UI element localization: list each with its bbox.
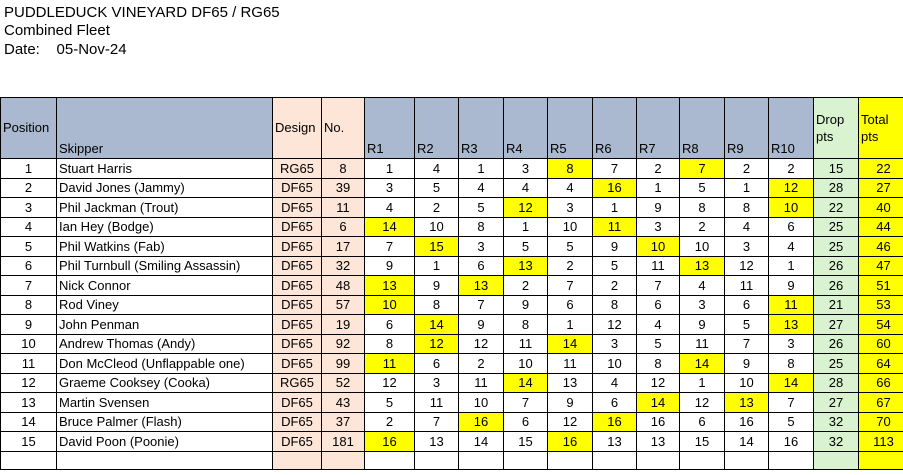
table-row [1, 295, 903, 315]
race-r1-cell: 8 [365, 334, 415, 354]
col-skipper: Skipper [57, 98, 273, 159]
race-r5-cell: 5 [548, 237, 593, 257]
table-row [1, 217, 903, 237]
sail-number-cell: 8 [322, 159, 365, 179]
skipper-cell: Phil Jackman (Trout) [57, 198, 273, 218]
total-pts-cell: 67 [859, 393, 903, 413]
design-cell: RG65 [273, 373, 322, 393]
empty-cell [593, 451, 637, 469]
race-r7-cell: 14 [637, 393, 680, 413]
race-r8-cell: 4 [680, 276, 725, 296]
col-no: No. [322, 98, 365, 159]
drop-pts-cell: 28 [814, 178, 859, 198]
drop-pts-cell: 27 [814, 393, 859, 413]
results-body [1, 159, 903, 470]
race-r7-cell: 12 [637, 373, 680, 393]
sail-number-cell: 19 [322, 315, 365, 335]
race-r2-cell: 7 [415, 412, 459, 432]
empty-cell [725, 451, 769, 469]
drop-pts-cell: 25 [814, 217, 859, 237]
position-cell: 15 [1, 432, 57, 452]
race-r9-cell: 8 [725, 198, 769, 218]
race-r10-cell: 11 [769, 295, 814, 315]
race-r3-cell: 13 [459, 276, 504, 296]
race-r9-cell: 3 [725, 237, 769, 257]
race-r1-cell: 3 [365, 178, 415, 198]
results-table [0, 97, 903, 470]
race-r5-cell: 8 [548, 159, 593, 179]
race-r10-cell: 7 [769, 393, 814, 413]
race-r10-cell: 13 [769, 315, 814, 335]
empty-cell [365, 451, 415, 469]
position-cell: 6 [1, 256, 57, 276]
race-r8-cell: 3 [680, 295, 725, 315]
race-r7-cell: 9 [637, 198, 680, 218]
empty-cell [415, 451, 459, 469]
race-r9-cell: 10 [725, 373, 769, 393]
drop-pts-cell: 25 [814, 237, 859, 257]
race-r9-cell: 2 [725, 159, 769, 179]
sail-number-cell: 43 [322, 393, 365, 413]
sail-number-cell: 6 [322, 217, 365, 237]
race-r2-cell: 11 [415, 393, 459, 413]
race-r4-cell: 14 [504, 373, 548, 393]
race-r8-cell: 10 [680, 237, 725, 257]
fleet-subtitle: Combined Fleet [4, 22, 110, 39]
race-r3-cell: 5 [459, 198, 504, 218]
race-r1-cell: 5 [365, 393, 415, 413]
race-r8-cell: 1 [680, 373, 725, 393]
race-r7-cell: 16 [637, 412, 680, 432]
position-cell: 9 [1, 315, 57, 335]
design-cell: DF65 [273, 393, 322, 413]
race-r1-cell: 12 [365, 373, 415, 393]
design-cell: DF65 [273, 198, 322, 218]
race-r9-cell: 5 [725, 315, 769, 335]
race-r4-cell: 10 [504, 354, 548, 374]
race-r10-cell: 10 [769, 198, 814, 218]
race-r5-cell: 9 [548, 393, 593, 413]
race-r6-cell: 6 [593, 393, 637, 413]
design-cell: DF65 [273, 412, 322, 432]
race-r9-cell: 16 [725, 412, 769, 432]
race-r6-cell: 7 [593, 159, 637, 179]
col-r3: R3 [459, 98, 504, 159]
sail-number-cell: 52 [322, 373, 365, 393]
drop-pts-cell: 32 [814, 412, 859, 432]
empty-cell [1, 451, 57, 469]
race-r10-cell: 1 [769, 256, 814, 276]
race-r1-cell: 9 [365, 256, 415, 276]
race-r2-cell: 4 [415, 159, 459, 179]
race-r2-cell: 6 [415, 354, 459, 374]
race-r5-cell: 10 [548, 217, 593, 237]
total-pts-cell: 66 [859, 373, 903, 393]
race-r7-cell: 2 [637, 159, 680, 179]
race-r5-cell: 1 [548, 315, 593, 335]
table-row [1, 412, 903, 432]
sail-number-cell: 11 [322, 198, 365, 218]
table-row [1, 178, 903, 198]
race-r1-cell: 7 [365, 237, 415, 257]
race-r3-cell: 6 [459, 256, 504, 276]
table-row [1, 276, 903, 296]
col-r8: R8 [680, 98, 725, 159]
position-cell: 7 [1, 276, 57, 296]
race-r10-cell: 5 [769, 412, 814, 432]
col-design: Design [273, 98, 322, 159]
position-cell: 2 [1, 178, 57, 198]
empty-cell [273, 451, 322, 469]
date-label: Date: [4, 41, 40, 58]
race-r3-cell: 4 [459, 178, 504, 198]
col-r4: R4 [504, 98, 548, 159]
skipper-cell: David Poon (Poonie) [57, 432, 273, 452]
col-r10: R10 [769, 98, 814, 159]
race-r5-cell: 12 [548, 412, 593, 432]
race-r6-cell: 13 [593, 432, 637, 452]
position-cell: 5 [1, 237, 57, 257]
race-r4-cell: 6 [504, 412, 548, 432]
design-cell: DF65 [273, 178, 322, 198]
race-r5-cell: 4 [548, 178, 593, 198]
race-r3-cell: 9 [459, 315, 504, 335]
empty-cell [548, 451, 593, 469]
table-row [1, 256, 903, 276]
sail-number-cell: 39 [322, 178, 365, 198]
race-r6-cell: 11 [593, 217, 637, 237]
race-r1-cell: 10 [365, 295, 415, 315]
race-r4-cell: 12 [504, 198, 548, 218]
table-row [1, 334, 903, 354]
empty-cell [504, 451, 548, 469]
race-r2-cell: 15 [415, 237, 459, 257]
race-r3-cell: 8 [459, 217, 504, 237]
col-r6: R6 [593, 98, 637, 159]
race-r7-cell: 5 [637, 334, 680, 354]
race-r9-cell: 1 [725, 178, 769, 198]
race-r7-cell: 4 [637, 315, 680, 335]
skipper-cell: Don McCleod (Unflappable one) [57, 354, 273, 374]
race-r6-cell: 4 [593, 373, 637, 393]
date-line [4, 40, 127, 59]
race-r8-cell: 14 [680, 354, 725, 374]
empty-row [1, 451, 903, 469]
empty-cell [459, 451, 504, 469]
total-pts-cell: 46 [859, 237, 903, 257]
empty-cell [859, 451, 903, 469]
race-r6-cell: 5 [593, 256, 637, 276]
race-r2-cell: 9 [415, 276, 459, 296]
empty-cell [637, 451, 680, 469]
race-r2-cell: 10 [415, 217, 459, 237]
total-pts-cell: 40 [859, 198, 903, 218]
race-r9-cell: 6 [725, 295, 769, 315]
race-r8-cell: 13 [680, 256, 725, 276]
design-cell: DF65 [273, 295, 322, 315]
skipper-cell: Bruce Palmer (Flash) [57, 412, 273, 432]
race-r10-cell: 16 [769, 432, 814, 452]
total-pts-cell: 113 [859, 432, 903, 452]
race-r10-cell: 6 [769, 217, 814, 237]
table-row [1, 354, 903, 374]
skipper-cell: David Jones (Jammy) [57, 178, 273, 198]
design-cell: DF65 [273, 256, 322, 276]
position-cell: 12 [1, 373, 57, 393]
total-pts-cell: 27 [859, 178, 903, 198]
race-r8-cell: 2 [680, 217, 725, 237]
skipper-cell: Ian Hey (Bodge) [57, 217, 273, 237]
race-r2-cell: 2 [415, 198, 459, 218]
race-r10-cell: 12 [769, 178, 814, 198]
total-pts-cell: 51 [859, 276, 903, 296]
race-r4-cell: 13 [504, 256, 548, 276]
sail-number-cell: 37 [322, 412, 365, 432]
table-row [1, 393, 903, 413]
position-cell: 10 [1, 334, 57, 354]
race-r6-cell: 10 [593, 354, 637, 374]
table-row [1, 373, 903, 393]
table-row [1, 315, 903, 335]
drop-pts-cell: 26 [814, 276, 859, 296]
race-r6-cell: 8 [593, 295, 637, 315]
position-cell: 3 [1, 198, 57, 218]
race-r9-cell: 9 [725, 354, 769, 374]
design-cell: DF65 [273, 334, 322, 354]
total-pts-cell: 64 [859, 354, 903, 374]
col-total: Total pts [859, 98, 903, 159]
race-r3-cell: 11 [459, 373, 504, 393]
race-r5-cell: 6 [548, 295, 593, 315]
race-r7-cell: 1 [637, 178, 680, 198]
race-r8-cell: 5 [680, 178, 725, 198]
race-r9-cell: 13 [725, 393, 769, 413]
race-r6-cell: 1 [593, 198, 637, 218]
date-value: 05-Nov-24 [56, 41, 127, 58]
position-cell: 11 [1, 354, 57, 374]
race-r5-cell: 3 [548, 198, 593, 218]
race-r8-cell: 11 [680, 334, 725, 354]
sail-number-cell: 181 [322, 432, 365, 452]
skipper-cell: Andrew Thomas (Andy) [57, 334, 273, 354]
race-r10-cell: 8 [769, 354, 814, 374]
empty-cell [680, 451, 725, 469]
race-r7-cell: 13 [637, 432, 680, 452]
skipper-cell: Martin Svensen [57, 393, 273, 413]
drop-pts-cell: 21 [814, 295, 859, 315]
race-r5-cell: 11 [548, 354, 593, 374]
race-r4-cell: 15 [504, 432, 548, 452]
sail-number-cell: 48 [322, 276, 365, 296]
race-r4-cell: 5 [504, 237, 548, 257]
table-row [1, 432, 903, 452]
design-cell: DF65 [273, 237, 322, 257]
race-r6-cell: 3 [593, 334, 637, 354]
race-r8-cell: 15 [680, 432, 725, 452]
race-r1-cell: 4 [365, 198, 415, 218]
race-r9-cell: 12 [725, 256, 769, 276]
race-r7-cell: 6 [637, 295, 680, 315]
race-r7-cell: 3 [637, 217, 680, 237]
skipper-cell: Rod Viney [57, 295, 273, 315]
race-r5-cell: 7 [548, 276, 593, 296]
design-cell: DF65 [273, 315, 322, 335]
race-r6-cell: 2 [593, 276, 637, 296]
col-r7: R7 [637, 98, 680, 159]
position-cell: 13 [1, 393, 57, 413]
position-cell: 4 [1, 217, 57, 237]
race-r5-cell: 14 [548, 334, 593, 354]
race-r1-cell: 1 [365, 159, 415, 179]
sail-number-cell: 57 [322, 295, 365, 315]
race-r10-cell: 2 [769, 159, 814, 179]
drop-pts-cell: 25 [814, 354, 859, 374]
race-r6-cell: 9 [593, 237, 637, 257]
table-row [1, 237, 903, 257]
header-row [1, 98, 903, 159]
race-r10-cell: 4 [769, 237, 814, 257]
skipper-cell: Graeme Cooksey (Cooka) [57, 373, 273, 393]
race-r8-cell: 7 [680, 159, 725, 179]
drop-pts-cell: 27 [814, 315, 859, 335]
race-r3-cell: 10 [459, 393, 504, 413]
race-r5-cell: 16 [548, 432, 593, 452]
sail-number-cell: 99 [322, 354, 365, 374]
total-pts-cell: 44 [859, 217, 903, 237]
race-r8-cell: 8 [680, 198, 725, 218]
race-r9-cell: 7 [725, 334, 769, 354]
empty-cell [814, 451, 859, 469]
drop-pts-cell: 28 [814, 373, 859, 393]
race-r9-cell: 4 [725, 217, 769, 237]
total-pts-cell: 70 [859, 412, 903, 432]
race-r1-cell: 16 [365, 432, 415, 452]
skipper-cell: Stuart Harris [57, 159, 273, 179]
race-r10-cell: 3 [769, 334, 814, 354]
position-cell: 14 [1, 412, 57, 432]
design-cell: RG65 [273, 159, 322, 179]
design-cell: DF65 [273, 217, 322, 237]
race-r3-cell: 12 [459, 334, 504, 354]
total-pts-cell: 53 [859, 295, 903, 315]
total-pts-cell: 22 [859, 159, 903, 179]
col-r2: R2 [415, 98, 459, 159]
page-title: PUDDLEDUCK VINEYARD DF65 / RG65 [4, 4, 280, 21]
race-r2-cell: 13 [415, 432, 459, 452]
design-cell: DF65 [273, 276, 322, 296]
race-r8-cell: 9 [680, 315, 725, 335]
skipper-cell: Phil Turnbull (Smiling Assassin) [57, 256, 273, 276]
race-r8-cell: 6 [680, 412, 725, 432]
race-r2-cell: 3 [415, 373, 459, 393]
race-r9-cell: 11 [725, 276, 769, 296]
race-r2-cell: 1 [415, 256, 459, 276]
race-r3-cell: 3 [459, 237, 504, 257]
race-r3-cell: 7 [459, 295, 504, 315]
skipper-cell: Nick Connor [57, 276, 273, 296]
race-r4-cell: 3 [504, 159, 548, 179]
race-r5-cell: 13 [548, 373, 593, 393]
total-pts-cell: 47 [859, 256, 903, 276]
race-r3-cell: 2 [459, 354, 504, 374]
col-r1: R1 [365, 98, 415, 159]
race-r4-cell: 1 [504, 217, 548, 237]
race-r7-cell: 11 [637, 256, 680, 276]
empty-cell [769, 451, 814, 469]
race-r8-cell: 12 [680, 393, 725, 413]
drop-pts-cell: 32 [814, 432, 859, 452]
table-row [1, 198, 903, 218]
race-r4-cell: 11 [504, 334, 548, 354]
race-r7-cell: 7 [637, 276, 680, 296]
total-pts-cell: 54 [859, 315, 903, 335]
sail-number-cell: 32 [322, 256, 365, 276]
race-r1-cell: 2 [365, 412, 415, 432]
race-r2-cell: 14 [415, 315, 459, 335]
race-r1-cell: 6 [365, 315, 415, 335]
skipper-cell: John Penman [57, 315, 273, 335]
race-r6-cell: 16 [593, 178, 637, 198]
drop-pts-cell: 15 [814, 159, 859, 179]
drop-pts-cell: 26 [814, 334, 859, 354]
position-cell: 8 [1, 295, 57, 315]
race-r4-cell: 4 [504, 178, 548, 198]
race-r1-cell: 13 [365, 276, 415, 296]
race-r4-cell: 2 [504, 276, 548, 296]
race-r1-cell: 14 [365, 217, 415, 237]
sail-number-cell: 92 [322, 334, 365, 354]
empty-cell [57, 451, 273, 469]
race-r3-cell: 1 [459, 159, 504, 179]
race-r5-cell: 2 [548, 256, 593, 276]
race-r9-cell: 14 [725, 432, 769, 452]
race-r6-cell: 12 [593, 315, 637, 335]
race-r4-cell: 7 [504, 393, 548, 413]
position-cell: 1 [1, 159, 57, 179]
total-pts-cell: 60 [859, 334, 903, 354]
race-r2-cell: 12 [415, 334, 459, 354]
race-r3-cell: 14 [459, 432, 504, 452]
col-position: Position [1, 98, 57, 159]
drop-pts-cell: 26 [814, 256, 859, 276]
empty-cell [322, 451, 365, 469]
race-r7-cell: 8 [637, 354, 680, 374]
col-r9: R9 [725, 98, 769, 159]
sail-number-cell: 17 [322, 237, 365, 257]
skipper-cell: Phil Watkins (Fab) [57, 237, 273, 257]
col-drop: Drop pts [814, 98, 859, 159]
col-r5: R5 [548, 98, 593, 159]
race-r10-cell: 9 [769, 276, 814, 296]
race-r4-cell: 8 [504, 315, 548, 335]
race-r7-cell: 10 [637, 237, 680, 257]
table-row [1, 159, 903, 179]
race-r10-cell: 14 [769, 373, 814, 393]
race-r4-cell: 9 [504, 295, 548, 315]
race-r2-cell: 5 [415, 178, 459, 198]
race-r3-cell: 16 [459, 412, 504, 432]
race-r2-cell: 8 [415, 295, 459, 315]
design-cell: DF65 [273, 354, 322, 374]
drop-pts-cell: 22 [814, 198, 859, 218]
design-cell: DF65 [273, 432, 322, 452]
race-r1-cell: 11 [365, 354, 415, 374]
race-r6-cell: 16 [593, 412, 637, 432]
